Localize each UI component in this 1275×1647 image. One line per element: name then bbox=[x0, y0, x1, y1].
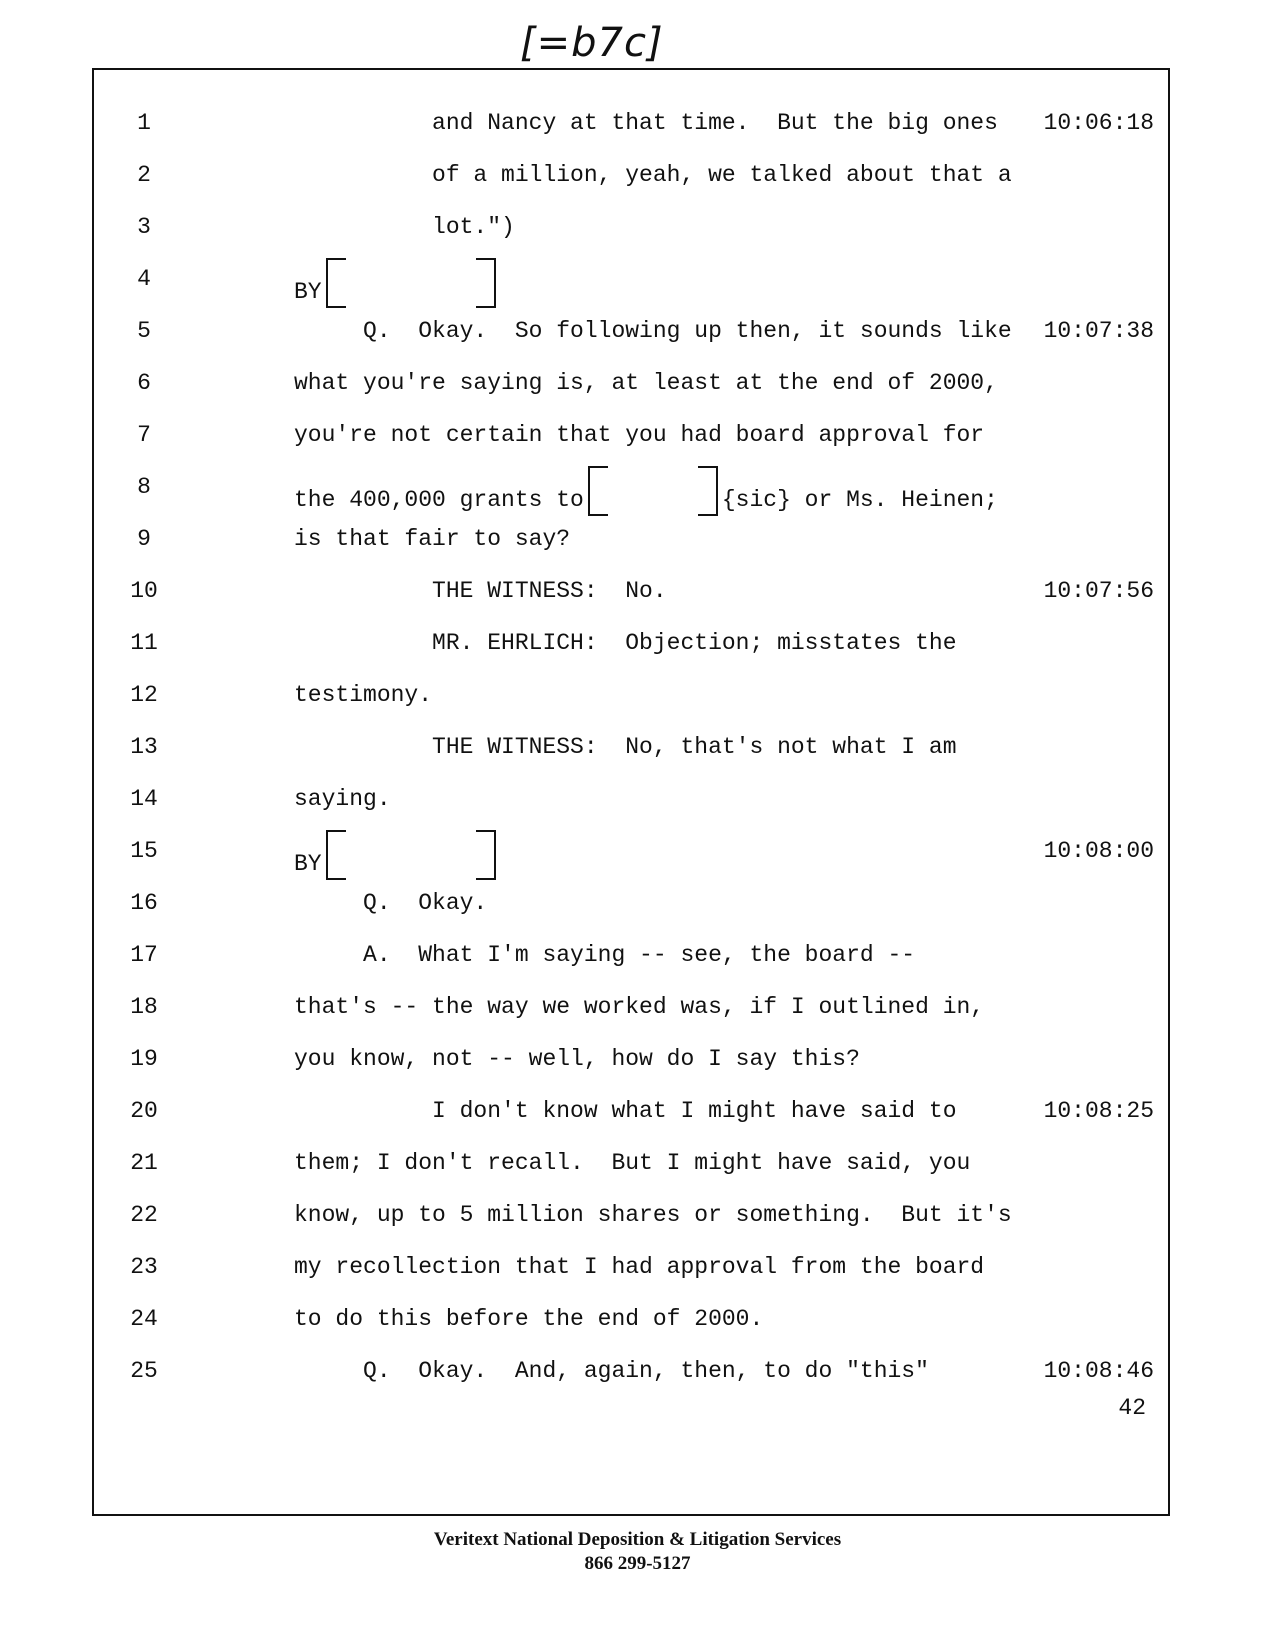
line-text: what you're saying is, at least at the end of 2000, bbox=[294, 370, 998, 396]
page-number: 42 bbox=[1118, 1395, 1146, 1421]
footer-phone: 866 299-5127 bbox=[584, 1553, 691, 1574]
line-text: THE WITNESS: No, that's not what I am bbox=[294, 734, 957, 760]
transcript-line bbox=[94, 994, 1172, 1034]
line-text: lot.") bbox=[294, 214, 515, 240]
transcript-line bbox=[94, 630, 1172, 670]
transcript-line bbox=[94, 422, 1172, 462]
line-text: MR. EHRLICH: Objection; misstates the bbox=[294, 630, 957, 656]
line-text: is that fair to say? bbox=[294, 526, 571, 552]
timestamp: 10:06:18 bbox=[1043, 110, 1154, 136]
redaction-bracket bbox=[588, 466, 718, 518]
timestamp: 10:08:25 bbox=[1043, 1098, 1154, 1124]
line-text: my recollection that I had approval from the board bbox=[294, 1254, 985, 1280]
line-text bbox=[294, 474, 998, 526]
transcript-line bbox=[94, 162, 1172, 202]
line-text: you know, not -- well, how do I say this? bbox=[294, 1046, 860, 1072]
transcript-line bbox=[94, 890, 1172, 930]
transcript-line bbox=[94, 1098, 1172, 1138]
line-number: 13 bbox=[130, 734, 158, 760]
handwritten-stamp: [=b7c] bbox=[520, 20, 664, 66]
line-number: 20 bbox=[130, 1098, 158, 1124]
line-number: 17 bbox=[130, 942, 158, 968]
line-number: 8 bbox=[137, 474, 151, 500]
line-number: 24 bbox=[130, 1306, 158, 1332]
line-number: 16 bbox=[130, 890, 158, 916]
transcript-line bbox=[94, 734, 1172, 774]
line-text-part: the 400,000 grants to bbox=[294, 487, 584, 514]
line-text-part: {sic} or Ms. Heinen; bbox=[721, 487, 998, 514]
line-text: to do this before the end of 2000. bbox=[294, 1306, 764, 1332]
transcript-line bbox=[94, 266, 1172, 306]
transcript-line bbox=[94, 214, 1172, 254]
timestamp: 10:08:46 bbox=[1043, 1358, 1154, 1384]
footer-company: Veritext National Deposition & Litigation Services bbox=[433, 1529, 842, 1550]
line-text: Q. Okay. So following up then, it sounds like bbox=[294, 318, 1012, 344]
transcript-line bbox=[94, 474, 1172, 514]
line-text: of a million, yeah, we talked about that a bbox=[294, 162, 1012, 188]
line-number: 3 bbox=[137, 214, 151, 240]
timestamp: 10:08:00 bbox=[1043, 838, 1154, 864]
transcript-line bbox=[94, 1254, 1172, 1294]
line-text: testimony. bbox=[294, 682, 433, 708]
transcript-line bbox=[94, 578, 1172, 618]
timestamp: 10:07:38 bbox=[1043, 318, 1154, 344]
line-text: saying. bbox=[294, 786, 391, 812]
line-text: them; I don't recall. But I might have said, you bbox=[294, 1150, 971, 1176]
transcript-line bbox=[94, 1202, 1172, 1242]
line-number: 9 bbox=[137, 526, 151, 552]
line-text: A. What I'm saying -- see, the board -- bbox=[294, 942, 916, 968]
examiner-prefix: BY bbox=[294, 279, 322, 306]
timestamp: 10:07:56 bbox=[1043, 578, 1154, 604]
line-number: 7 bbox=[137, 422, 151, 448]
transcript-line bbox=[94, 526, 1172, 566]
line-number: 15 bbox=[130, 838, 158, 864]
transcript-line bbox=[94, 682, 1172, 722]
line-number: 14 bbox=[130, 786, 158, 812]
line-text: and Nancy at that time. But the big ones bbox=[294, 110, 998, 136]
line-number: 22 bbox=[130, 1202, 158, 1228]
transcript-line bbox=[94, 1046, 1172, 1086]
line-number: 18 bbox=[130, 994, 158, 1020]
line-text bbox=[294, 838, 500, 890]
line-text: that's -- the way we worked was, if I outlined in, bbox=[294, 994, 985, 1020]
line-number: 1 bbox=[137, 110, 151, 136]
transcript-line bbox=[94, 1306, 1172, 1346]
line-number: 23 bbox=[130, 1254, 158, 1280]
transcript-line bbox=[94, 786, 1172, 826]
line-text: THE WITNESS: No. bbox=[294, 578, 667, 604]
transcript-frame bbox=[92, 68, 1170, 1516]
transcript-line bbox=[94, 1358, 1172, 1398]
transcript-line bbox=[94, 838, 1172, 878]
line-text: I don't know what I might have said to bbox=[294, 1098, 957, 1124]
line-text: know, up to 5 million shares or something. But it's bbox=[294, 1202, 1012, 1228]
line-text: Q. Okay. And, again, then, to do "this" bbox=[294, 1358, 929, 1384]
transcript-line bbox=[94, 110, 1172, 150]
line-number: 21 bbox=[130, 1150, 158, 1176]
redaction-bracket bbox=[326, 830, 496, 882]
line-text: Q. Okay. bbox=[294, 890, 488, 916]
line-number: 2 bbox=[137, 162, 151, 188]
examiner-prefix: BY bbox=[294, 851, 322, 878]
transcript-line bbox=[94, 1150, 1172, 1190]
line-text: you're not certain that you had board approval for bbox=[294, 422, 985, 448]
transcript-line bbox=[94, 370, 1172, 410]
line-number: 4 bbox=[137, 266, 151, 292]
line-number: 25 bbox=[130, 1358, 158, 1384]
redaction-bracket bbox=[326, 258, 496, 310]
line-number: 19 bbox=[130, 1046, 158, 1072]
transcript-line bbox=[94, 318, 1172, 358]
transcript-line bbox=[94, 942, 1172, 982]
line-number: 6 bbox=[137, 370, 151, 396]
line-text bbox=[294, 266, 500, 318]
line-number: 5 bbox=[137, 318, 151, 344]
line-number: 11 bbox=[130, 630, 158, 656]
line-number: 12 bbox=[130, 682, 158, 708]
line-number: 10 bbox=[130, 578, 158, 604]
